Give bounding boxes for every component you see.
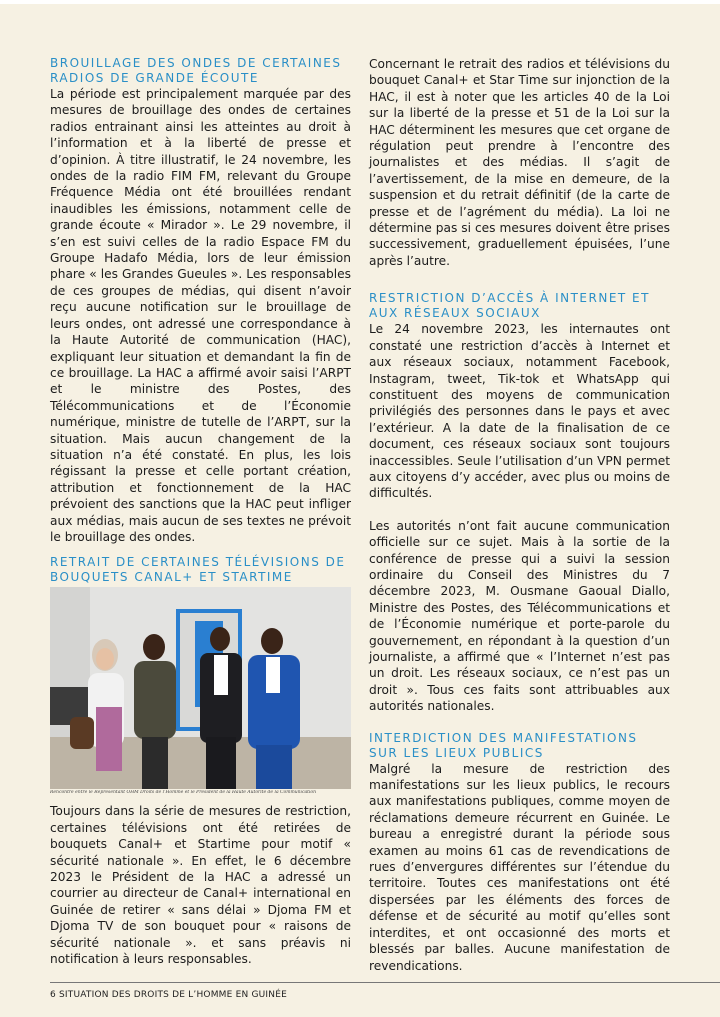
paragraph-internet-restriction: Le 24 novembre 2023, les internautes ont constaté une restriction d’accès à Internet et aux réseaux sociaux, notamment Facebook, Instagram, tweet, Tik-tok et WhatsApp qui constituent des moyens de communication privilégiés des personnes dans le pays et avec l’extérieur. A la date de la finalisation de ce document, ces réseaux sociaux sont toujours inaccessibles. Seule l’utilisation d’un VPN permet aux citoyens d’y accéder, avec plus ou moins de difficultés.	[369, 322, 670, 501]
right-column	[369, 56, 670, 974]
heading-tv-withdrawal: RETRAIT DE CERTAINES TÉLÉVISIONS DE BOUQUETS CANAL+ ET STARTIME	[50, 555, 346, 585]
paragraph-tv-withdrawal: Toujours dans la série de mesures de restriction, certaines télévisions ont été retirées de bouquets Canal+ et Startime pour motif « sécurité nationale ». En effet, le 6 décembre 2023 le Président de la HAC a adressé un courrier au directeur de Canal+ international en Guinée de retirer « sans délai » Djoma FM et Djoma TV de son bouquet pour « raisons de sécurité nationale ». et sans préavis ni notification à leurs responsables.	[50, 804, 351, 967]
paragraph-hac-measures: Concernant le retrait des radios et télévisions du bouquet Canal+ et Star Time sur injonction de la HAC, il est à noter que les articles 40 de la Loi sur la liberté de la presse et 51 de la Loi sur la HAC déterminent les mesures que cet organe de régulation peut prendre à l’encontre des journalistes et des médias. Il s’agit de l’avertissement, de la mise en demeure, de la suspension et du retrait définitif (de la carte de presse et de l’agrément du média). La loi ne détermine pas si ces mesures doivent être prises successivement, graduellement épuisées, l’une après l’autre.	[369, 57, 670, 268]
paragraph-demonstrations-ban: Malgré la mesure de restriction des manifestations sur les lieux publics, le recours aux manifestations publiques, comme moyen de réclamations demeure récurrent en Guinée. Le bureau a enregistré durant la période sous examen au moins 61 cas de revendications de rues d’envergures différentes sur l’étendue du territoire. Toutes ces manifestations ont été dispersées par les éléments des forces de défense et de sécurité au motif qu’elles sont interdites, et ont occasionné des morts et blessés par balles. Aucune manifestation de revendications.	[369, 761, 670, 973]
heading-demonstrations-ban: INTERDICTION DES MANIFESTATIONS SUR LES LIEUX PUBLICS	[369, 730, 638, 760]
page-footer: 6 SITUATION DES DROITS DE L’HOMME EN GUINÉE	[50, 990, 287, 1000]
paragraph-authorities: Les autorités n’ont fait aucune communication officielle sur ce sujet. Mais à la sortie de la conférence de presse qui a suivi la session ordinaire du Conseil des Ministres du 7 décembre 2023, M. Ousmane Gaoual Diallo, Ministre des Postes, des Télécommunications et de l’Économie numérique et porte-parole du gouvernement, en répondant à la question d’un journaliste, a affirmé que « l’Internet n’est pas un droit. Les réseaux sociaux, ce n’est pas un droit ». Tous ces faits sont attribuables aux autorités nationales.	[369, 518, 670, 714]
paragraph-radio-jamming: La période est principalement marquée par des mesures de brouillage des ondes de certaines radios entrainant ainsi les atteintes au droit à l’information et à la liberté de presse et d’opinion. À titre illustratif, le 24 novembre, les ondes de la radio FIM FM, relevant du Groupe Fréquence Média ont été brouillées rendant inaudibles les émissions, notamment celle de grande écoute « Mirador ». Le 29 novembre, il s’en est suivi celles de la radio Espace FM du Groupe Hadafo Média, lors de leur émission phare « les Grandes Gueules ». Les responsables de ces groupes de médias, qui disent n’avoir reçu aucune notification sur le brouillage de leurs ondes, ont adressé une correspondance à la Haute Autorité de communication (HAC), expliquant leur situation et demandant la fin de ce brouillage. La HAC a affirmé avoir saisi l’ARPT et le ministre des Postes, des Télécommunications et de l’Économie numérique, ministre de tutelle de l’ARPT, sur la situation. Mais aucun changement de la situation n’a été constaté. En plus, les lois régissant la presse et celle portant création, attribution et fonctionnement de la HAC prévoient des sanctions que la HAC peut infliger aux médias, mais aucun de ses textes ne prévoit le brouillage des ondes.	[50, 87, 351, 544]
photo-caption: Rencontre entre le Représentant OHM Droits de l’Homme et le Président de la Haute Autorité de la Communication	[50, 790, 317, 796]
meeting-photo	[50, 587, 351, 789]
footer-rule	[50, 982, 720, 983]
heading-internet-restriction: RESTRICTION D’ACCÈS À INTERNET ET AUX RÉSEAUX SOCIAUX	[369, 291, 650, 321]
meeting-photo-illustration	[50, 587, 351, 789]
heading-radio-jamming: BROUILLAGE DES ONDES DE CERTAINES RADIOS DE GRANDE ÉCOUTE	[50, 56, 342, 85]
left-column	[50, 56, 351, 967]
top-strip	[0, 0, 720, 4]
